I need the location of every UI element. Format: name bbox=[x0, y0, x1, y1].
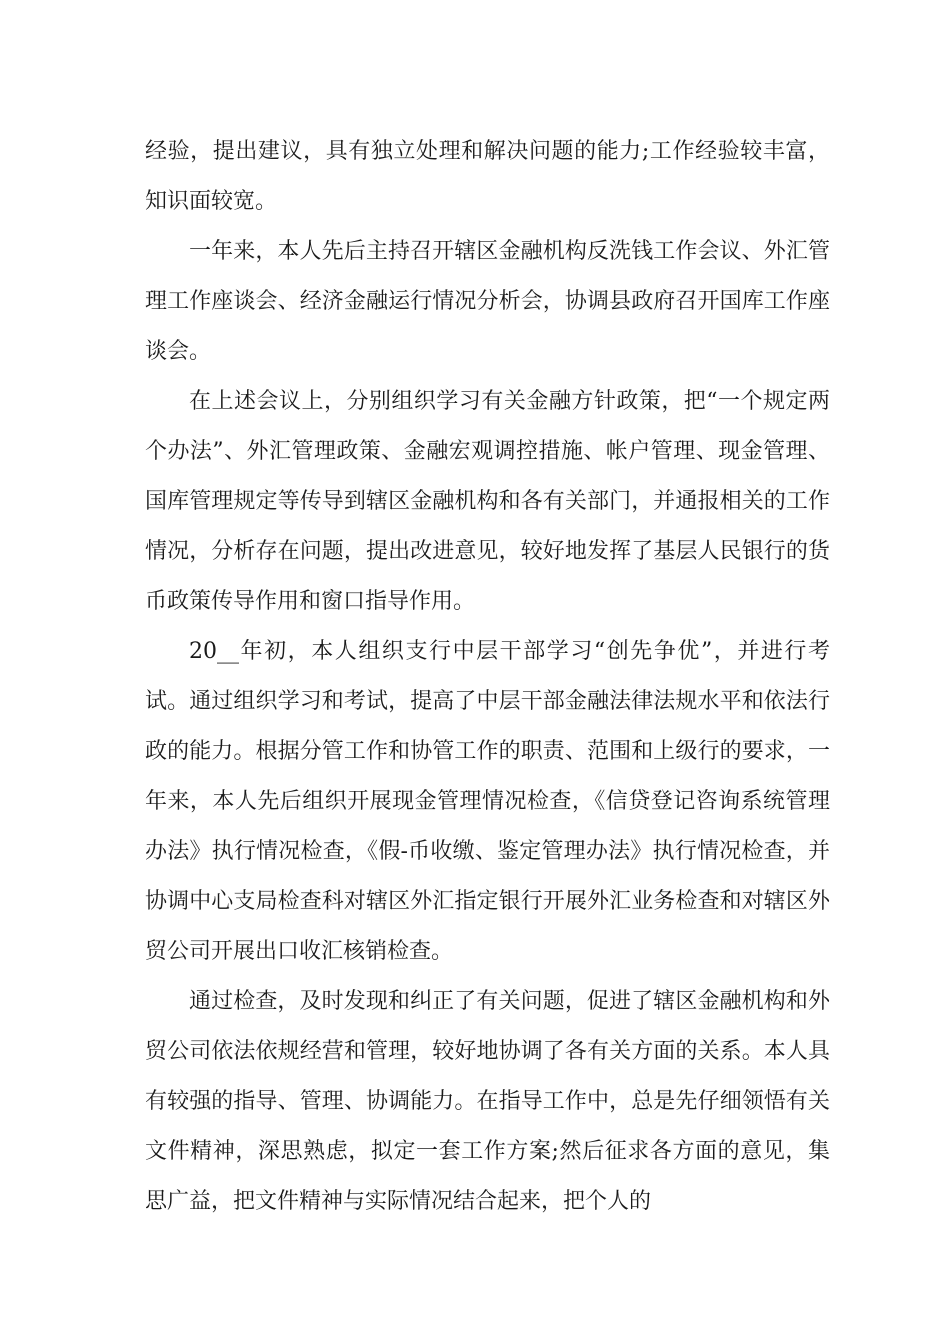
document-body bbox=[145, 127, 830, 1227]
paragraph-4: 20__年初，本人组织支行中层干部学习“创先争优”，并进行考试。通过组织学习和考试，提高了中层干部金融法律法规水平和依法行政的能力。根据分管工作和协管工作的职责、范围和上级行的要求，一年来，本人先后组织开展现金管理情况检查，《信贷登记咨询系统管理办法》执行情况检查，《假-币收缴、鉴定管理办法》执行情况检查，并协调中心支局检查科对辖区外汇指定银行开展外汇业务检查和对辖区外贸公司开展出口收汇核销检查。 bbox=[145, 639, 830, 964]
paragraph-3: 在上述会议上，分别组织学习有关金融方针政策，把“一个规定两个办法”、外汇管理政策、金融宏观调控措施、帐户管理、现金管理、国库管理规定等传导到辖区金融机构和各有关部门，并通报相关的工作情况，分析存在问题，提出改进意见，较好地发挥了基层人民银行的货币政策传导作用和窗口指导作用。 bbox=[145, 389, 830, 614]
paragraph-5: 通过检查，及时发现和纠正了有关问题，促进了辖区金融机构和外贸公司依法依规经营和管理，较好地协调了各有关方面的关系。本人具有较强的指导、管理、协调能力。在指导工作中，总是先仔细领悟有关文件精神，深思熟虑，拟定一套工作方案;然后征求各方面的意见，集思广益，把文件精神与实际情况结合起来，把个人的 bbox=[145, 989, 830, 1214]
paragraph-1: 经验，提出建议，具有独立处理和解决问题的能力;工作经验较丰富，知识面较宽。 bbox=[145, 139, 830, 214]
paragraph-2: 一年来，本人先后主持召开辖区金融机构反洗钱工作会议、外汇管理工作座谈会、经济金融运行情况分析会，协调县政府召开国库工作座谈会。 bbox=[145, 239, 830, 364]
